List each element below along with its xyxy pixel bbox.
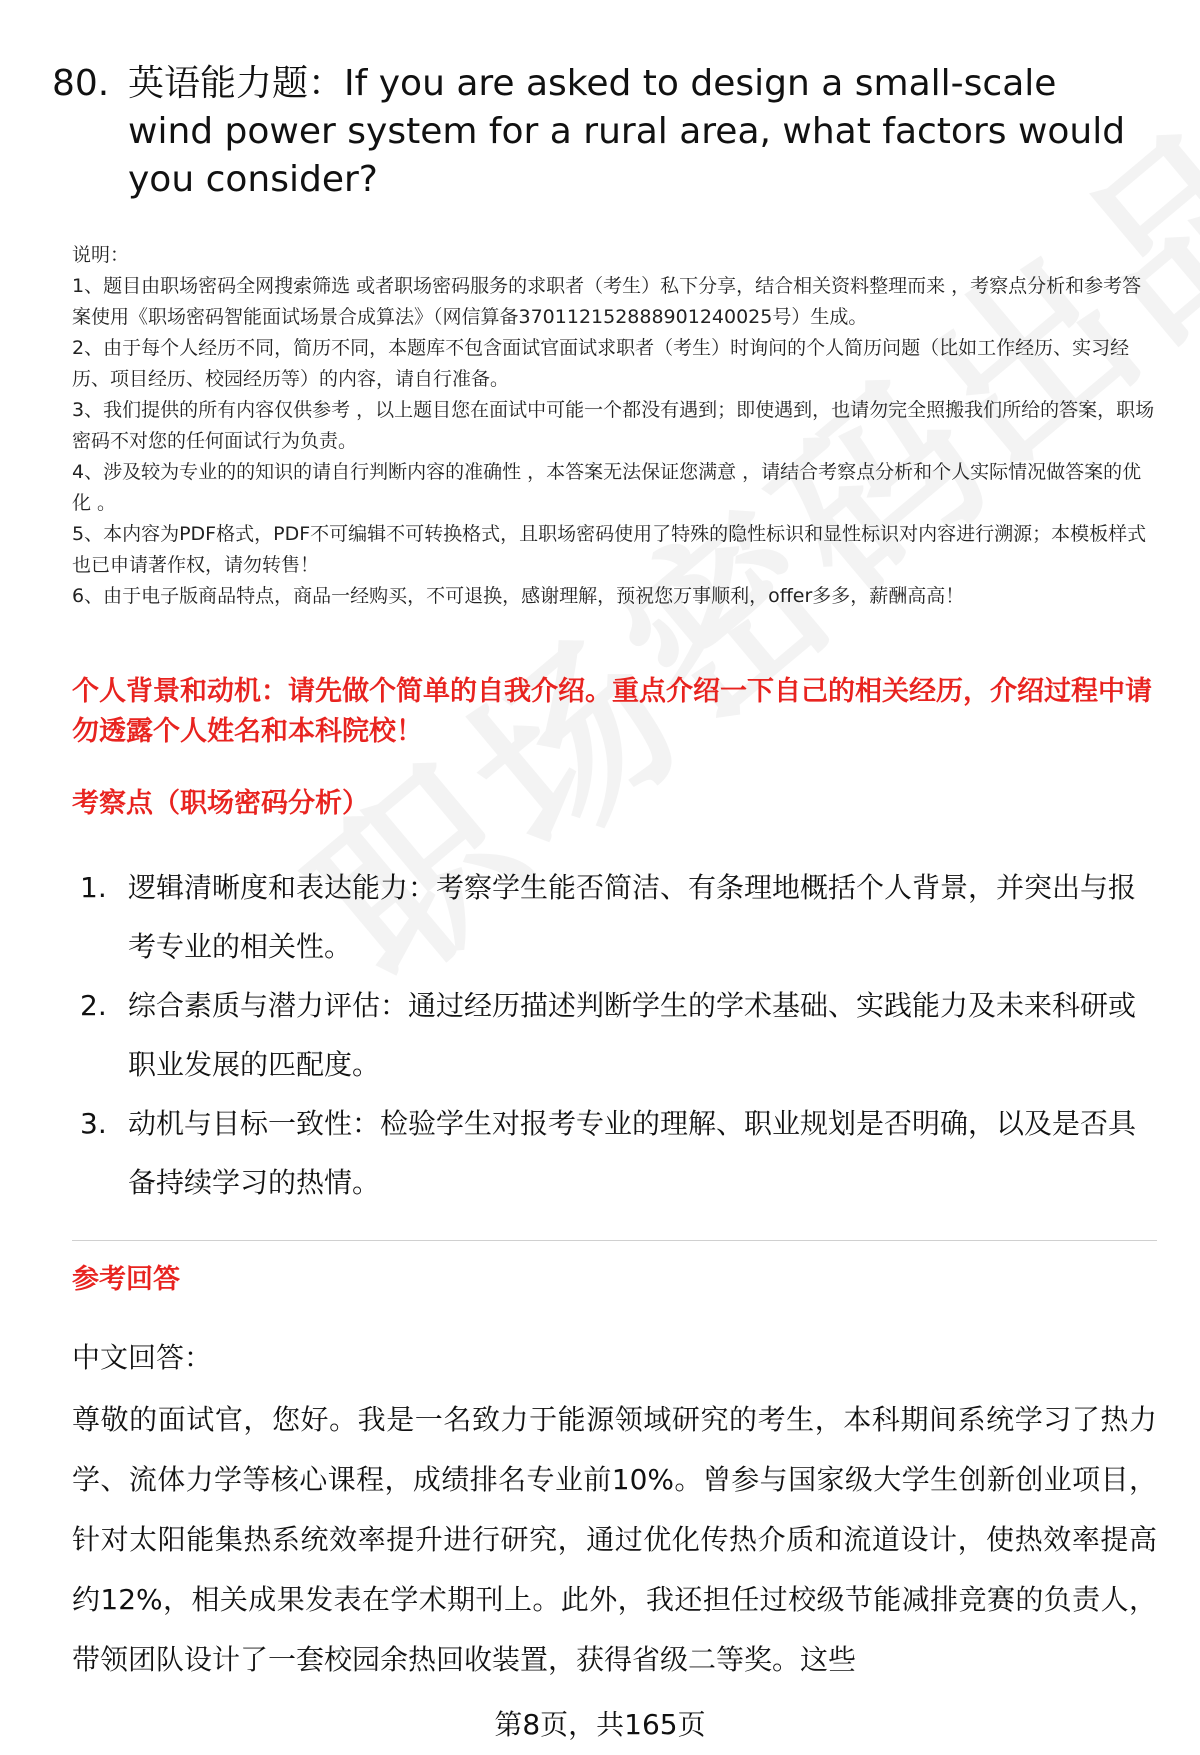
- exam-point-item: [80, 1094, 1155, 1212]
- answer-label: 中文回答：: [72, 1341, 213, 1374]
- exam-point-number: 1.: [80, 871, 107, 904]
- interview-prompt: 个人背景和动机：请先做个简单的自我介绍。重点介绍一下自己的相关经历，介绍过程中请勿透露个人姓名和本科院校！: [72, 676, 1152, 747]
- exam-points-title: 考察点（职场密码分析）: [72, 788, 369, 819]
- exam-point-text: 综合素质与潜力评估：通过经历描述判断学生的学术基础、实践能力及未来科研或职业发展的匹配度。: [128, 989, 1137, 1081]
- question-text: 英语能力题：If you are asked to design a small-scale wind power system for a rural area, what factors would you consider?: [128, 63, 1126, 200]
- question-header: [52, 60, 1152, 204]
- note-item: 6、由于电子版商品特点，商品一经购买，不可退换，感谢理解，预祝您万事顺利，offer多多，薪酬高高！: [72, 585, 965, 607]
- page-footer: 第8页，共165页: [0, 1705, 1200, 1745]
- note-item: 1、题目由职场密码全网搜索筛选 或者职场密码服务的求职者（考生）私下分享，结合相关资料整理而来 ，考察点分析和参考答案使用《职场密码智能面试场景合成算法》（网信算备370112152888901240025号）生成。: [72, 275, 1142, 328]
- exam-point-text: 逻辑清晰度和表达能力：考察学生能否简洁、有条理地概括个人背景，并突出与报考专业的相关性。: [128, 871, 1137, 963]
- exam-points-list: [80, 858, 1155, 1212]
- answer-body: 尊敬的面试官，您好。我是一名致力于能源领域研究的考生，本科期间系统学习了热力学、流体力学等核心课程，成绩排名专业前10%。曾参与国家级大学生创新创业项目，针对太阳能集热系统效率提升进行研究，通过优化传热介质和流道设计，使热效率提高约12%，相关成果发表在学术期刊上。此外，我还担任过校级节能减排竞赛的负责人，带领团队设计了一套校园余热回收装置，获得省级二等奖。这些: [72, 1403, 1157, 1676]
- note-item: 5、本内容为PDF格式，PDF不可编辑不可转换格式，且职场密码使用了特殊的隐性标识和显性标识对内容进行溯源；本模板样式也已申请著作权，请勿转售！: [72, 523, 1147, 576]
- exam-point-item: [80, 858, 1155, 976]
- notes-section: [72, 240, 1157, 612]
- note-item: 2、由于每个人经历不同，简历不同，本题库不包含面试官面试求职者（考生）时询问的个人简历问题（比如工作经历、实习经历、项目经历、校园经历等）的内容，请自行准备。: [72, 337, 1130, 390]
- question-number: 80.: [52, 63, 110, 104]
- exam-point-number: 3.: [80, 1107, 107, 1140]
- notes-heading: 说明：: [72, 244, 130, 266]
- exam-point-number: 2.: [80, 989, 107, 1022]
- exam-point-item: [80, 976, 1155, 1094]
- note-item: 4、涉及较为专业的的知识的请自行判断内容的准确性 ，本答案无法保证您满意 ，请结合考察点分析和个人实际情况做答案的优化 。: [72, 461, 1142, 514]
- exam-point-text: 动机与目标一致性：检验学生对报考专业的理解、职业规划是否明确，以及是否具备持续学习的热情。: [128, 1107, 1137, 1199]
- note-item: 3、我们提供的所有内容仅供参考 ，以上题目您在面试中可能一个都没有遇到；即使遇到，也请勿完全照搬我们所给的答案，职场密码不对您的任何面试行为负责。: [72, 399, 1155, 452]
- answer-title: 参考回答: [72, 1264, 180, 1295]
- section-divider: [72, 1240, 1157, 1241]
